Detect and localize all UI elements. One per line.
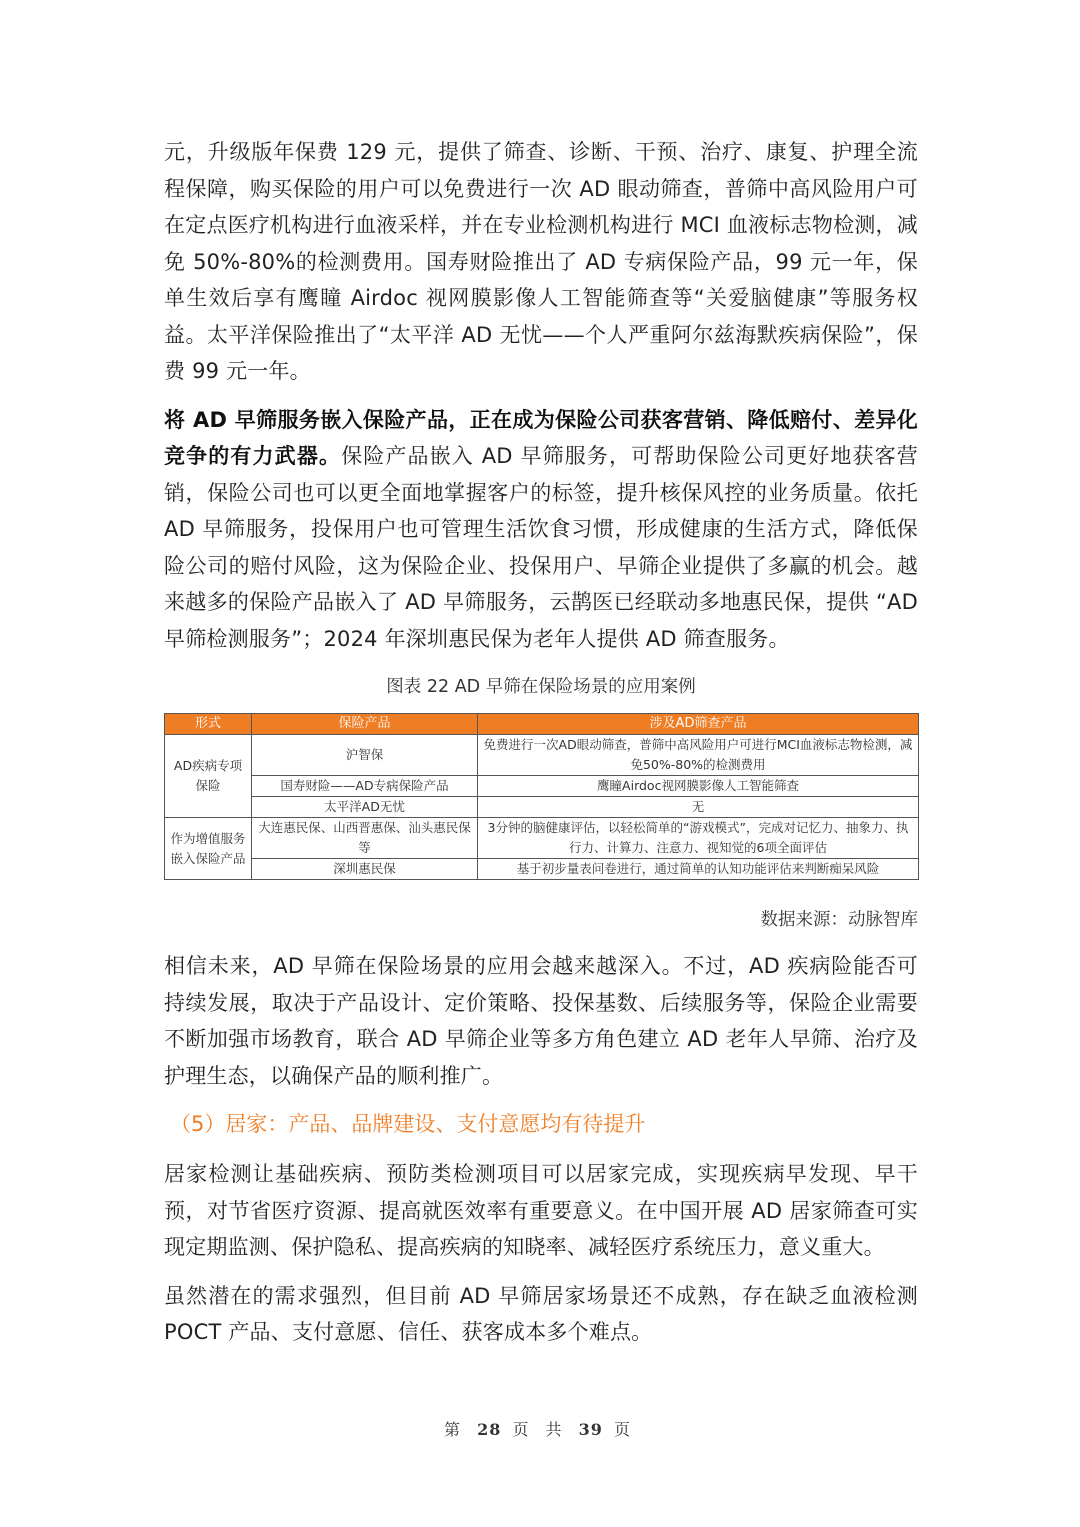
screening-cell: 鹰瞳Airdoc视网膜影像人工智能筛查 [478,776,919,797]
footer-prefix: 第 [443,1420,466,1439]
table-row [165,859,919,880]
document-page [164,134,918,1363]
cases-table [164,713,919,880]
header-form: 形式 [165,714,252,735]
paragraph-outlook: 相信未来，AD 早筛在保险场景的应用会越来越深入。不过，AD 疾病险能否可持续发展，取决于产品设计、定价策略、投保基数、后续服务等，保险企业需要不断加强市场教育，联合 AD 早筛企业等多方角色建立 AD 老年人早筛、治疗及护理生态，以确保产品的顺利推广。 [164,954,918,1088]
product-cell: 大连惠民保、山西晋惠保、汕头惠民保等 [252,818,478,859]
table-row [165,735,919,776]
figure-caption: 图表 22 AD 早筛在保险场景的应用案例 [386,677,696,697]
table-row [165,818,919,859]
page-footer [0,1417,1080,1440]
paragraph-body: 保险产品嵌入 AD 早筛服务，可帮助保险公司更好地获客营销，保险公司也可以更全面地掌握客户的标签，提升核保风控的业务质量。依托 AD 早筛服务，投保用户也可管理生活饮食习惯，形成健康的生活方式，降低保险公司的赔付风险，这为保险企业、投保用户、早筛企业提供了多赢的机会。越来越多的保险产品嵌入了 AD 早筛服务，云鹊医已经联动多地惠民保，提供 “AD 早筛检测服务”；2024 年深圳惠民保为老年人提供 AD 筛查服务。 [164,444,918,651]
table-row [165,776,919,797]
paragraph-lead-bold: 将 AD 早筛服务嵌入保险产品，正在成为保险公司获客营销、降低赔付、差异化竞争的有力武器。 [164,407,918,468]
total-pages-number: 39 [578,1420,603,1439]
group-label-value-added: 作为增值服务嵌入保险产品 [165,818,252,880]
footer-suffix: 页 [614,1420,637,1439]
table-header-row [165,714,919,735]
screening-cell: 基于初步量表问卷进行，通过简单的认知功能评估来判断痴呆风险 [478,859,919,880]
current-page-number: 28 [477,1420,502,1439]
footer-middle: 页 共 [512,1420,568,1439]
table-row [165,797,919,818]
paragraph-home-testing: 居家检测让基础疾病、预防类检测项目可以居家完成，实现疾病早发现、早干预，对节省医疗资源、提高就医效率有重要意义。在中国开展 AD 居家筛查可实现定期监测、保护隐私、提高疾病的知晓率、减轻医疗系统压力，意义重大。 [164,1162,918,1259]
product-cell: 沪智保 [252,735,478,776]
header-screening: 涉及AD筛查产品 [478,714,919,735]
product-cell: 国寿财险——AD专病保险产品 [252,776,478,797]
product-cell: 深圳惠民保 [252,859,478,880]
paragraph-embedding-screening [164,402,918,658]
group-label-special: AD疾病专项保险 [165,735,252,818]
paragraph-insurance-products: 元，升级版年保费 129 元，提供了筛查、诊断、干预、治疗、康复、护理全流程保障，购买保险的用户可以免费进行一次 AD 眼动筛查，普筛中高风险用户可在定点医疗机构进行血液采样，并在专业检测机构进行 MCI 血液标志物检测，减免 50%-80%的检测费用。国寿财险推出了 AD 专病保险产品，99 元一年，保单生效后享有鹰瞳 Airdoc 视网膜影像人工智能筛查等“关爱脑健康”等服务权益。太平洋保险推出了“太平洋 AD 无忧——个人严重阿尔兹海默疾病保险”，保费 99 元一年。 [164,140,918,383]
paragraph-challenges: 虽然潜在的需求强烈，但目前 AD 早筛居家场景还不成熟，存在缺乏血液检测 POCT 产品、支付意愿、信任、获客成本多个难点。 [164,1283,918,1344]
section-heading: （5）居家：产品、品牌建设、支付意愿均有待提升 [170,1112,646,1136]
screening-cell: 免费进行一次AD眼动筛查，普筛中高风险用户可进行MCI血液标志物检测，减免50%-80%的检测费用 [478,735,919,776]
product-cell: 太平洋AD无忧 [252,797,478,818]
screening-cell: 无 [478,797,919,818]
header-product: 保险产品 [252,714,478,735]
data-source: 数据来源：动脉智库 [760,910,918,930]
screening-cell: 3分钟的脑健康评估，以轻松简单的“游戏模式”，完成对记忆力、抽象力、执行力、计算力、注意力、视知觉的6项全面评估 [478,818,919,859]
